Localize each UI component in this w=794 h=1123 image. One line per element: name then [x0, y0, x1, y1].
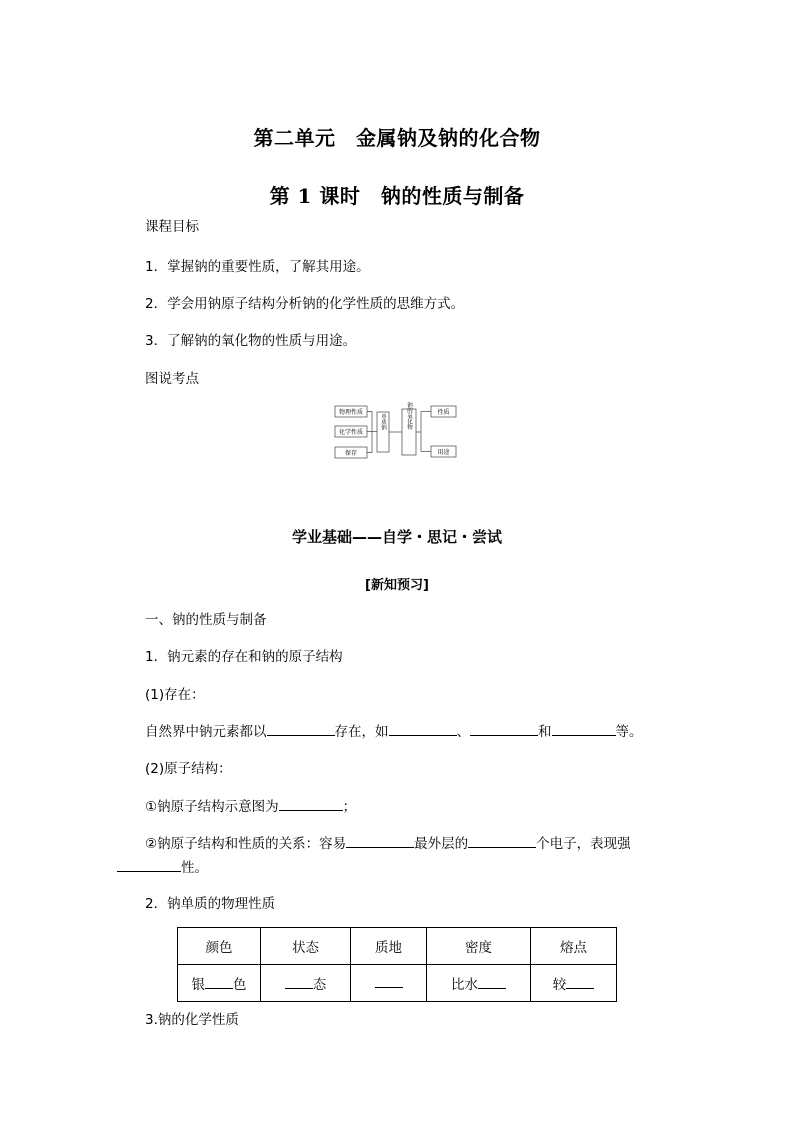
- structure-label: (2)原子结构：: [145, 761, 232, 777]
- diagram-box-storage: 保存: [344, 450, 358, 457]
- diagram-box-physical: 物理性质: [338, 409, 364, 416]
- diagram-box-uses: 用途: [437, 449, 450, 456]
- diagram-heading: 图说考点: [145, 371, 199, 387]
- page-title: 第二单元 金属钠及钠的化合物: [253, 126, 541, 150]
- table-header: 状态: [261, 928, 351, 965]
- table-cell-density: 比水: [427, 965, 531, 1002]
- physical-properties-table: [177, 927, 617, 1002]
- answer-blank[interactable]: [267, 722, 335, 736]
- table-cell-state: 态: [261, 965, 351, 1002]
- answer-blank[interactable]: [117, 858, 181, 872]
- exist-label: (1)存在：: [145, 687, 205, 703]
- answer-blank[interactable]: [552, 722, 616, 736]
- table-header: 熔点: [531, 928, 617, 965]
- answer-blank[interactable]: [279, 797, 343, 811]
- section-subheading: [新知预习]: [365, 578, 429, 593]
- table-header-row: [178, 928, 617, 965]
- part-heading: 一、钠的性质与制备: [145, 612, 267, 628]
- table-cell-texture: [351, 965, 427, 1002]
- answer-blank[interactable]: [346, 834, 414, 848]
- goal-item: 3．了解钠的氧化物的性质与用途。: [145, 333, 357, 349]
- answer-blank[interactable]: [389, 722, 457, 736]
- table-row: [178, 965, 617, 1002]
- diagram-box-sodium: 单质钠: [380, 413, 386, 431]
- structure-question-2: ②钠原子结构和性质的关系：容易 最外层的 个电子，表现强: [145, 836, 631, 852]
- structure-question-1: ①钠原子结构示意图为 ；: [145, 799, 357, 815]
- answer-blank[interactable]: [285, 975, 313, 989]
- exist-sentence: 自然界中钠元素都以 存在，如 、 和 等。: [145, 724, 643, 740]
- concept-diagram: [333, 402, 463, 462]
- answer-blank[interactable]: [205, 975, 233, 989]
- item-heading: 3.钠的化学性质: [145, 1012, 239, 1028]
- table-header: 颜色: [178, 928, 261, 965]
- table-cell-melting: 较: [531, 965, 617, 1002]
- diagram-box-chemical: 化学性质: [338, 429, 364, 436]
- table-header: 质地: [351, 928, 427, 965]
- table-cell-color: 银 色: [178, 965, 261, 1002]
- table-header: 密度: [427, 928, 531, 965]
- diagram-box-oxides: 钠的氧化物: [406, 402, 412, 430]
- answer-blank[interactable]: [478, 975, 506, 989]
- goal-item: 1．掌握钠的重要性质，了解其用途。: [145, 259, 370, 275]
- answer-blank[interactable]: [566, 975, 594, 989]
- diagram-box-properties: 性质: [437, 409, 450, 416]
- item-heading: 2．钠单质的物理性质: [145, 896, 276, 912]
- item-heading: 1．钠元素的存在和钠的原子结构: [145, 649, 343, 665]
- goal-item: 2．学会用钠原子结构分析钠的化学性质的思维方式。: [145, 296, 465, 312]
- answer-blank[interactable]: [470, 722, 538, 736]
- section-heading: 学业基础——自学・思记・尝试: [291, 528, 502, 546]
- structure-question-2-cont: 性。: [117, 858, 208, 877]
- goals-heading: 课程目标: [145, 219, 199, 235]
- answer-blank[interactable]: [375, 974, 403, 988]
- lesson-title: 第 1 课时 钠的性质与制备: [269, 184, 525, 208]
- answer-blank[interactable]: [468, 834, 536, 848]
